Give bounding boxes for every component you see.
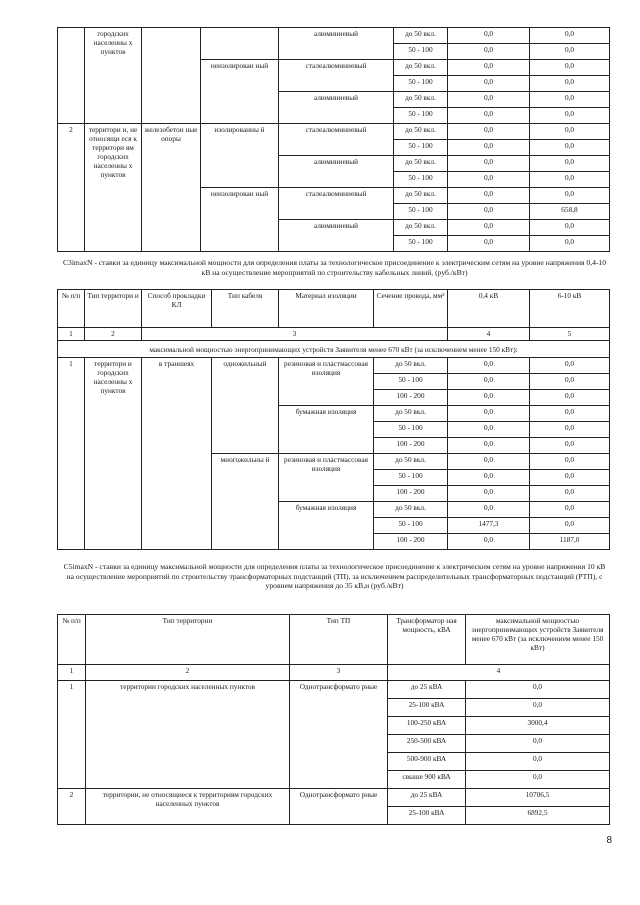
rate-04kv: 0,0 <box>448 156 530 172</box>
rate-610kv: 0,0 <box>530 140 610 156</box>
row-number: 2 <box>58 124 85 252</box>
rate-04kv: 0,0 <box>448 454 530 470</box>
wire-section: до 50 вкл. <box>394 92 448 108</box>
rate-04kv: 0,0 <box>448 470 530 486</box>
header-territory: Тип территории <box>86 615 290 665</box>
insulation-type: неизолирован ный <box>201 188 279 252</box>
rate-04kv: 0,0 <box>448 28 530 44</box>
territory-type: территори и, не относящи еся к территори ям городских населенны х пунктов <box>85 124 142 252</box>
header-04kv: 0,4 кВ <box>448 290 530 328</box>
wire-section: 50 - 100 <box>394 236 448 252</box>
wire-material: алюминиевый <box>279 92 394 124</box>
substation-type: Однотрансформато рные <box>290 789 388 825</box>
column-number: 1 <box>58 665 86 681</box>
rate-04kv: 0,0 <box>448 92 530 108</box>
rate-04kv: 0,0 <box>448 44 530 60</box>
wire-section: до 50 вкл. <box>374 502 448 518</box>
wire-section: до 50 вкл. <box>394 28 448 44</box>
wire-section: 50 - 100 <box>394 44 448 60</box>
insulation-type: изолированны й <box>201 124 279 188</box>
rate-610kv: 0,0 <box>530 422 610 438</box>
rate-610kv: 0,0 <box>530 76 610 92</box>
substation-type: Однотрансформато рные <box>290 681 388 789</box>
wire-material: алюминиевый <box>279 220 394 252</box>
row-number <box>58 28 85 124</box>
wire-section: 50 - 100 <box>394 108 448 124</box>
transformer-power: 25-100 кВА <box>388 699 466 717</box>
wire-section: до 50 вкл. <box>374 406 448 422</box>
substations-table <box>57 614 610 825</box>
cable-lines-table <box>57 289 610 550</box>
transformer-power: до 25 кВА <box>388 681 466 699</box>
column-number: 3 <box>142 328 448 341</box>
insulation-material: резиновая и пластмассовая изоляция <box>279 358 374 406</box>
transformer-power: 100-250 кВА <box>388 717 466 735</box>
transformer-power: 250-500 кВА <box>388 735 466 753</box>
laying-method: в траншеях <box>142 358 212 550</box>
wire-section: 100 - 200 <box>374 534 448 550</box>
rate-610kv: 1187,0 <box>530 534 610 550</box>
transformer-power: 25-100 кВА <box>388 807 466 825</box>
header-number: № п/п <box>58 615 86 665</box>
rate-04kv: 0,0 <box>448 124 530 140</box>
wire-section: 50 - 100 <box>394 76 448 92</box>
row-number: 1 <box>58 358 85 550</box>
wire-section: 50 - 100 <box>374 470 448 486</box>
rate-04kv: 0,0 <box>448 534 530 550</box>
wire-section: до 50 вкл. <box>394 220 448 236</box>
rate-value: 0,0 <box>466 753 610 771</box>
rate-value: 10706,5 <box>466 789 610 807</box>
rate-04kv: 0,0 <box>448 236 530 252</box>
rate-610kv: 0,0 <box>530 124 610 140</box>
page-number: 8 <box>606 835 612 846</box>
rate-610kv: 0,0 <box>530 220 610 236</box>
column-number: 3 <box>290 665 388 681</box>
rate-04kv: 0,0 <box>448 406 530 422</box>
rate-value: 0,0 <box>466 771 610 789</box>
rate-610kv: 658,8 <box>530 204 610 220</box>
rate-04kv: 0,0 <box>448 220 530 236</box>
rate-value: 6892,5 <box>466 807 610 825</box>
wire-material: алюминиевый <box>279 156 394 188</box>
support-type <box>142 28 201 124</box>
rate-04kv: 0,0 <box>448 188 530 204</box>
rate-04kv: 0,0 <box>448 438 530 454</box>
header-insulation: Материал изоляции <box>279 290 374 328</box>
column-number: 2 <box>86 665 290 681</box>
rate-610kv: 0,0 <box>530 518 610 534</box>
wire-section: до 50 вкл. <box>394 188 448 204</box>
wire-material: алюминиевый <box>279 28 394 60</box>
wire-section: до 50 вкл. <box>394 156 448 172</box>
transformer-power: 500-900 кВА <box>388 753 466 771</box>
wire-material: сталеалюминиевый <box>279 60 394 92</box>
rate-04kv: 0,0 <box>448 140 530 156</box>
wire-section: до 50 вкл. <box>374 454 448 470</box>
rate-04kv: 0,0 <box>448 486 530 502</box>
rate-04kv: 0,0 <box>448 60 530 76</box>
rate-value: 0,0 <box>466 681 610 699</box>
territory-type: территории городских населенных пунктов <box>86 681 290 789</box>
rate-value: 3000,4 <box>466 717 610 735</box>
territory-type: территории, не относящиеся к территориям городских населенных пунктов <box>86 789 290 825</box>
rate-04kv: 0,0 <box>448 358 530 374</box>
header-610kv: 6-10 кВ <box>530 290 610 328</box>
rate-04kv: 1477,3 <box>448 518 530 534</box>
wire-material: сталеалюминиевый <box>279 124 394 156</box>
rate-610kv: 0,0 <box>530 28 610 44</box>
rate-value: 0,0 <box>466 699 610 717</box>
header-number: № п/п <box>58 290 85 328</box>
cable-type: многожильны й <box>212 454 279 550</box>
territory-type: территори и городских населенны х пунктов <box>85 358 142 550</box>
header-section: Сечение провода, мм² <box>374 290 448 328</box>
rate-610kv: 0,0 <box>530 156 610 172</box>
wire-section: до 50 вкл. <box>394 124 448 140</box>
rate-610kv: 0,0 <box>530 374 610 390</box>
column-number: 2 <box>85 328 142 341</box>
rate-04kv: 0,0 <box>448 502 530 518</box>
wire-section: 50 - 100 <box>394 172 448 188</box>
row-number: 1 <box>58 681 86 789</box>
rate-610kv: 0,0 <box>530 188 610 204</box>
wire-section: 50 - 100 <box>394 204 448 220</box>
rate-04kv: 0,0 <box>448 422 530 438</box>
insulation-material: бумажная изоляция <box>279 406 374 454</box>
rate-04kv: 0,0 <box>448 374 530 390</box>
rate-04kv: 0,0 <box>448 390 530 406</box>
rate-610kv: 0,0 <box>530 390 610 406</box>
rate-610kv: 0,0 <box>530 502 610 518</box>
rate-04kv: 0,0 <box>448 204 530 220</box>
rate-610kv: 0,0 <box>530 172 610 188</box>
rate-610kv: 0,0 <box>530 454 610 470</box>
rate-610kv: 0,0 <box>530 358 610 374</box>
wire-section: 50 - 100 <box>394 140 448 156</box>
rate-04kv: 0,0 <box>448 108 530 124</box>
column-number: 1 <box>58 328 85 341</box>
rate-610kv: 0,0 <box>530 92 610 108</box>
header-territory: Тип территори и <box>85 290 142 328</box>
rate-value: 0,0 <box>466 735 610 753</box>
rate-610kv: 0,0 <box>530 236 610 252</box>
section-subheading: максимальной мощностью энергопринимающих устройств Заявителя менее 670 кВт (за исключением менее 150 кВт): <box>58 341 610 358</box>
header-max-power: максимальной мощностью энергопринимающих устройств Заявителя менее 670 кВт (за исключением менее 150 кВт) <box>466 615 610 665</box>
header-transformer-power: Трансформатор ная мощность, кВА <box>388 615 466 665</box>
insulation-material: резиновая и пластмассовая изоляция <box>279 454 374 502</box>
overhead-lines-table <box>57 27 610 252</box>
column-number: 4 <box>448 328 530 341</box>
insulation-type <box>201 28 279 60</box>
wire-section: до 50 вкл. <box>374 358 448 374</box>
support-type: железобетон ные опоры <box>142 124 201 252</box>
rate-04kv: 0,0 <box>448 76 530 92</box>
transformer-power: до 25 кВА <box>388 789 466 807</box>
rate-610kv: 0,0 <box>530 44 610 60</box>
rate-610kv: 0,0 <box>530 406 610 422</box>
insulation-type: неизолирован ный <box>201 60 279 124</box>
insulation-material: бумажная изоляция <box>279 502 374 550</box>
territory-type: городских населенны х пунктов <box>85 28 142 124</box>
rate-610kv: 0,0 <box>530 470 610 486</box>
column-number: 5 <box>530 328 610 341</box>
cable-lines-caption: C3imaxN - ставки за единицу максимальной мощности для определения платы за технологическое присоединение к электрическим сетям на уровне напряжения 0,4-10 кВ на осуществление мероприятий по строительству кабельных линий, (руб./кВт) <box>62 258 607 277</box>
header-substation-type: Тип ТП <box>290 615 388 665</box>
rate-610kv: 0,0 <box>530 108 610 124</box>
wire-section: 100 - 200 <box>374 438 448 454</box>
wire-section: 100 - 200 <box>374 486 448 502</box>
wire-material: сталеалюминиевый <box>279 188 394 220</box>
rate-610kv: 0,0 <box>530 60 610 76</box>
cable-type: одножильный <box>212 358 279 454</box>
wire-section: 50 - 100 <box>374 374 448 390</box>
header-laying-method: Способ прокладки КЛ <box>142 290 212 328</box>
column-number: 4 <box>388 665 610 681</box>
header-cable-type: Тип кабеля <box>212 290 279 328</box>
wire-section: 100 - 200 <box>374 390 448 406</box>
transformer-power: свыше 900 кВА <box>388 771 466 789</box>
rate-610kv: 0,0 <box>530 486 610 502</box>
substations-caption: C5imaxN - ставки за единицу максимальной мощности для определения платы за технологическое присоединение к электрическим сетям на уровне напряжения 10 кВ на осуществление мероприятий по строительству трансформаторных подстанций (ТП), за исключением распределительных трансформаторных подстанций (РТП), с уровнем напряжения до 35 кВ,и (руб./кВт) <box>63 562 606 590</box>
row-number: 2 <box>58 789 86 825</box>
rate-610kv: 0,0 <box>530 438 610 454</box>
wire-section: 50 - 100 <box>374 422 448 438</box>
rate-04kv: 0,0 <box>448 172 530 188</box>
wire-section: до 50 вкл. <box>394 60 448 76</box>
wire-section: 50 - 100 <box>374 518 448 534</box>
